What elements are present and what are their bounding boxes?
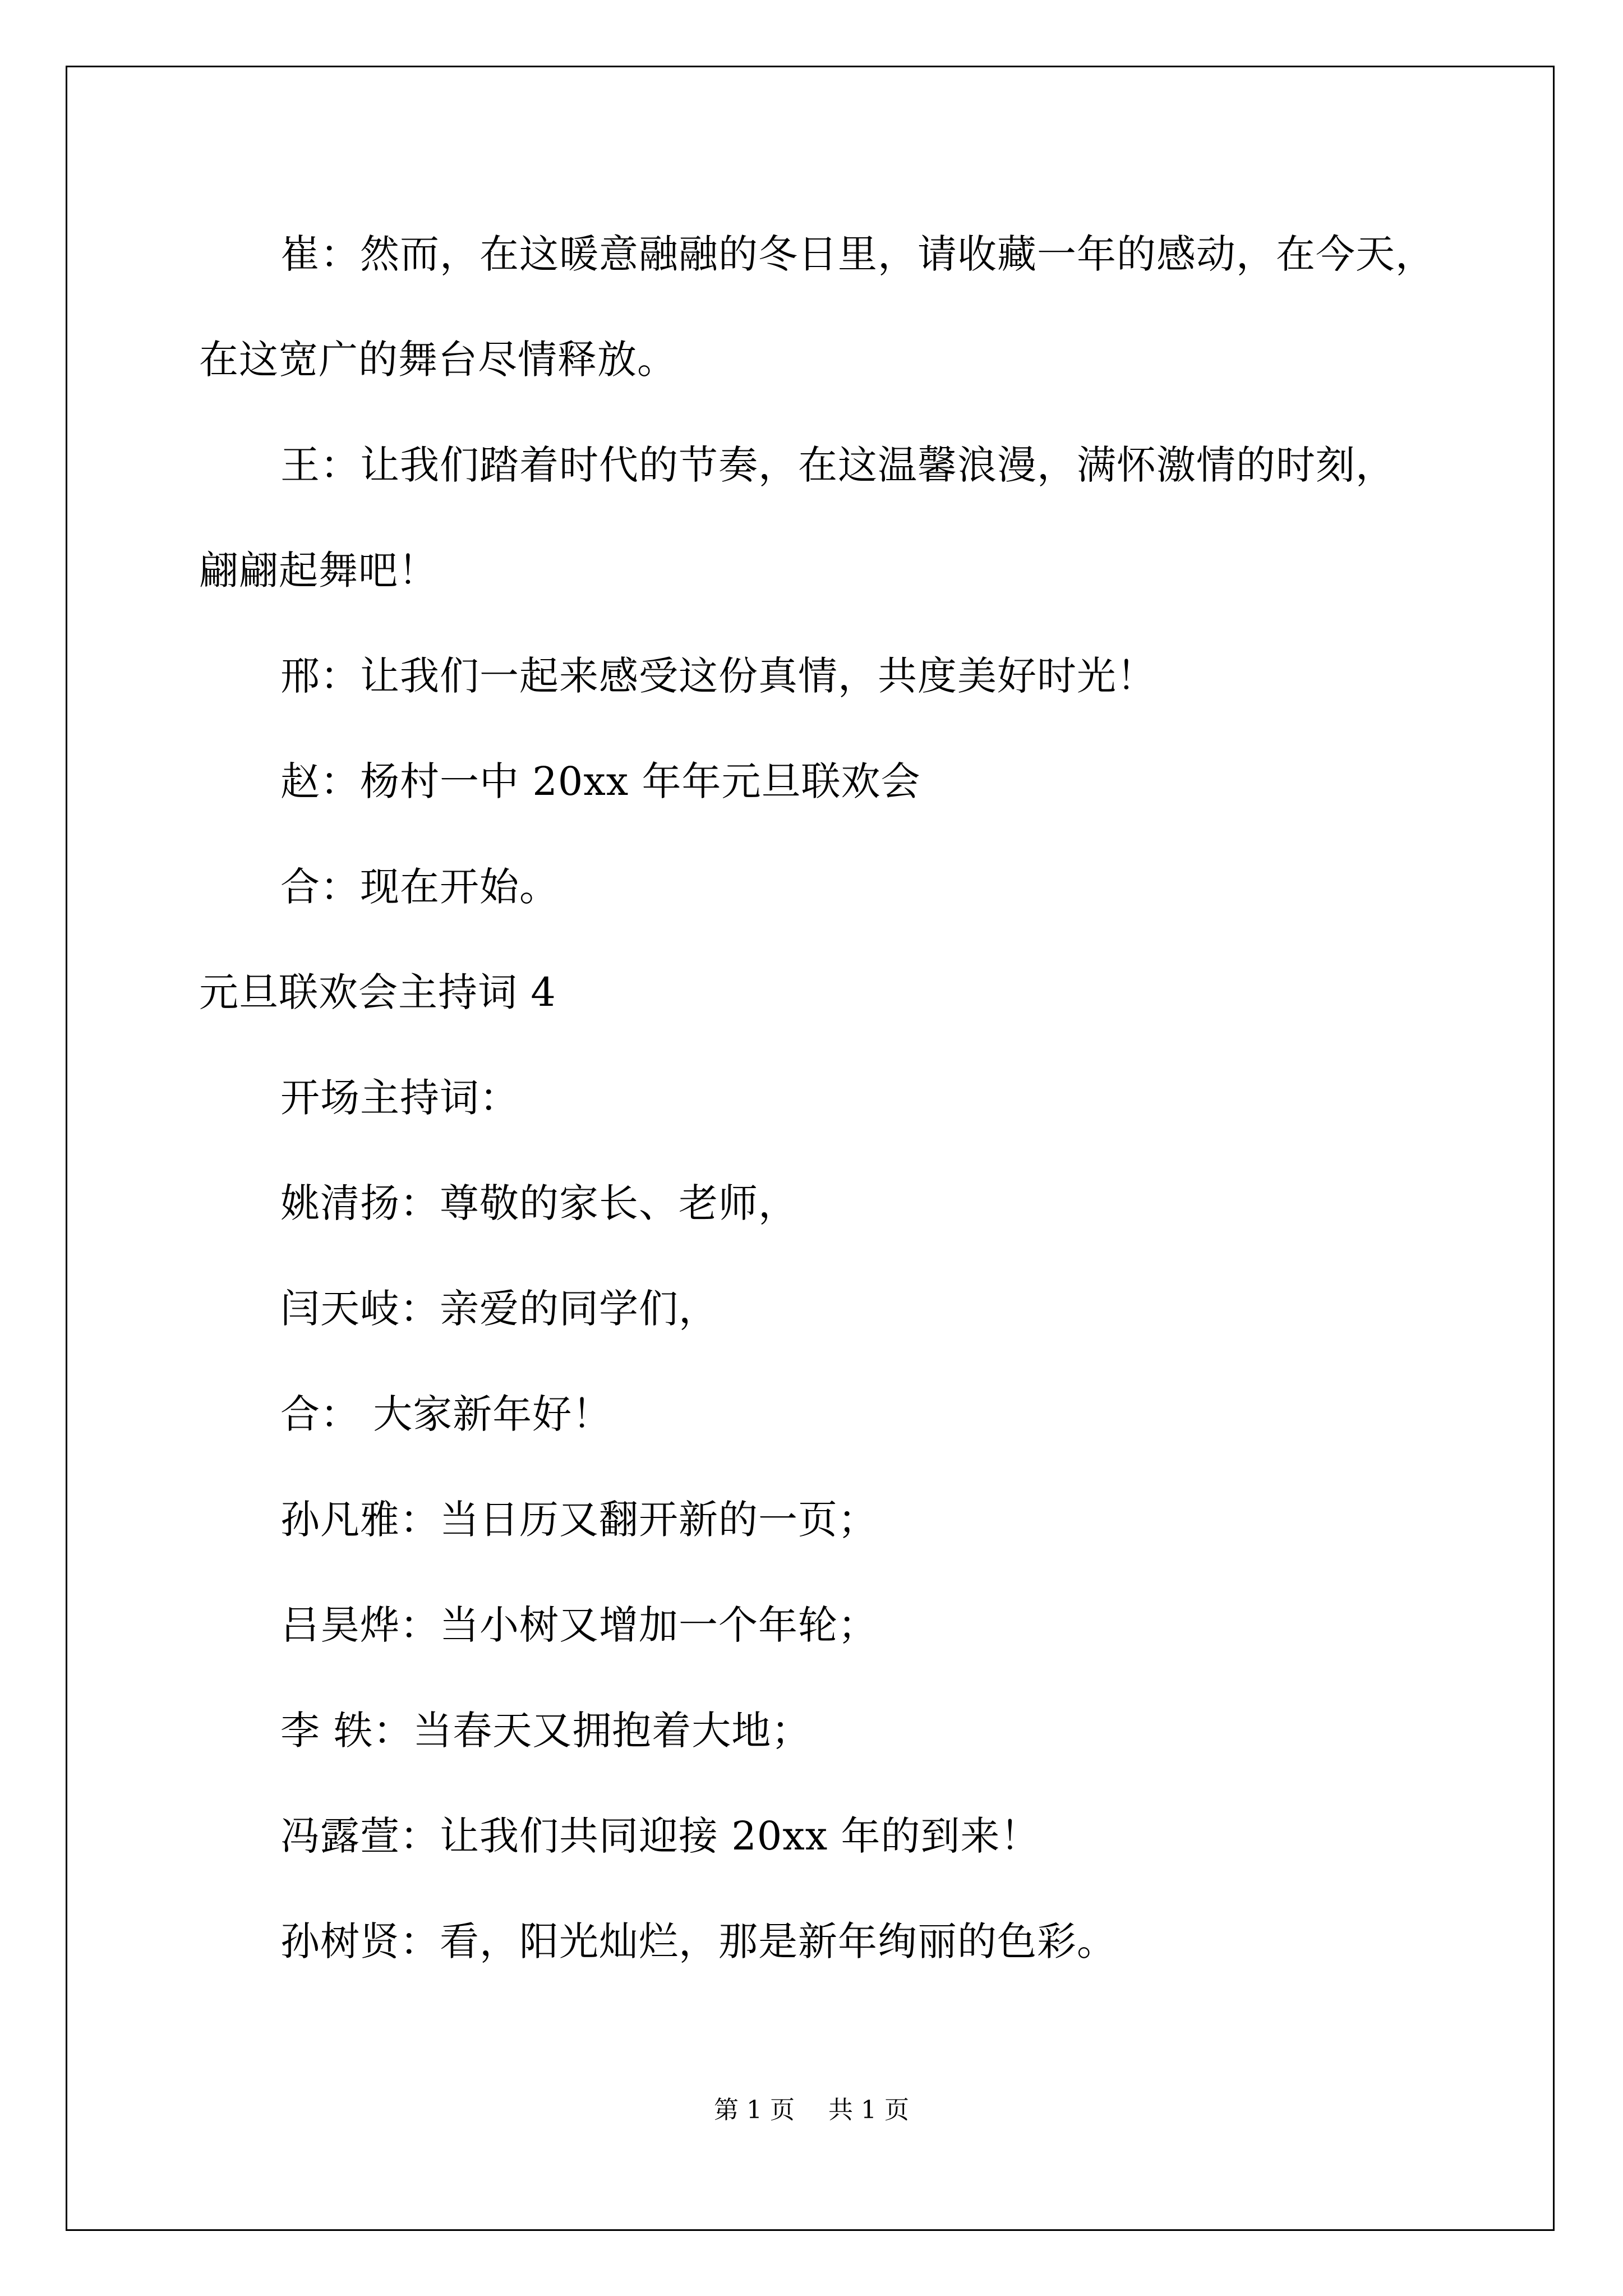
paragraph-line: 开场主持词： (280, 1075, 519, 1121)
page-footer (0, 2098, 1623, 2123)
paragraph-line: 吕昊烨：当小树又增加一个年轮； (280, 1602, 878, 1648)
paragraph-line: 孙树贤：看，阳光灿烂，那是新年绚丽的色彩。 (280, 1918, 1117, 1964)
paragraph-line: 李 轶：当春天又拥抱着大地； (280, 1708, 811, 1754)
page-total: 共 1 页 (828, 2096, 909, 2124)
paragraph-line: 邢：让我们一起来感受这份真情，共度美好时光！ (280, 653, 1156, 699)
paragraph-line: 合： 大家新年好！ (280, 1391, 612, 1437)
paragraph-line: 王：让我们踏着时代的节奏，在这温馨浪漫，满怀激情的时刻， (280, 442, 1395, 488)
page-border (66, 66, 1555, 2231)
section-heading: 元旦联欢会主持词 4 (199, 969, 556, 1015)
paragraph-line: 翩翩起舞吧！ (199, 547, 438, 593)
paragraph-line: 崔：然而，在这暖意融融的冬日里，请收藏一年的感动，在今天， (280, 231, 1435, 277)
paragraph-line: 闫天岐：亲爱的同学们， (280, 1286, 718, 1332)
paragraph-line: 冯露萱：让我们共同迎接 20xx 年的到来！ (280, 1813, 1040, 1859)
paragraph-line: 孙凡雅：当日历又翻开新的一页； (280, 1497, 878, 1543)
paragraph-line: 合：现在开始。 (280, 864, 559, 910)
paragraph-line: 姚清扬：尊敬的家长、老师， (280, 1180, 798, 1226)
paragraph-line: 在这宽广的舞台尽情释放。 (199, 337, 677, 383)
paragraph-line: 赵：杨村一中 20xx 年年元旦联欢会 (280, 758, 921, 804)
page-number: 第 1 页 (714, 2096, 795, 2124)
